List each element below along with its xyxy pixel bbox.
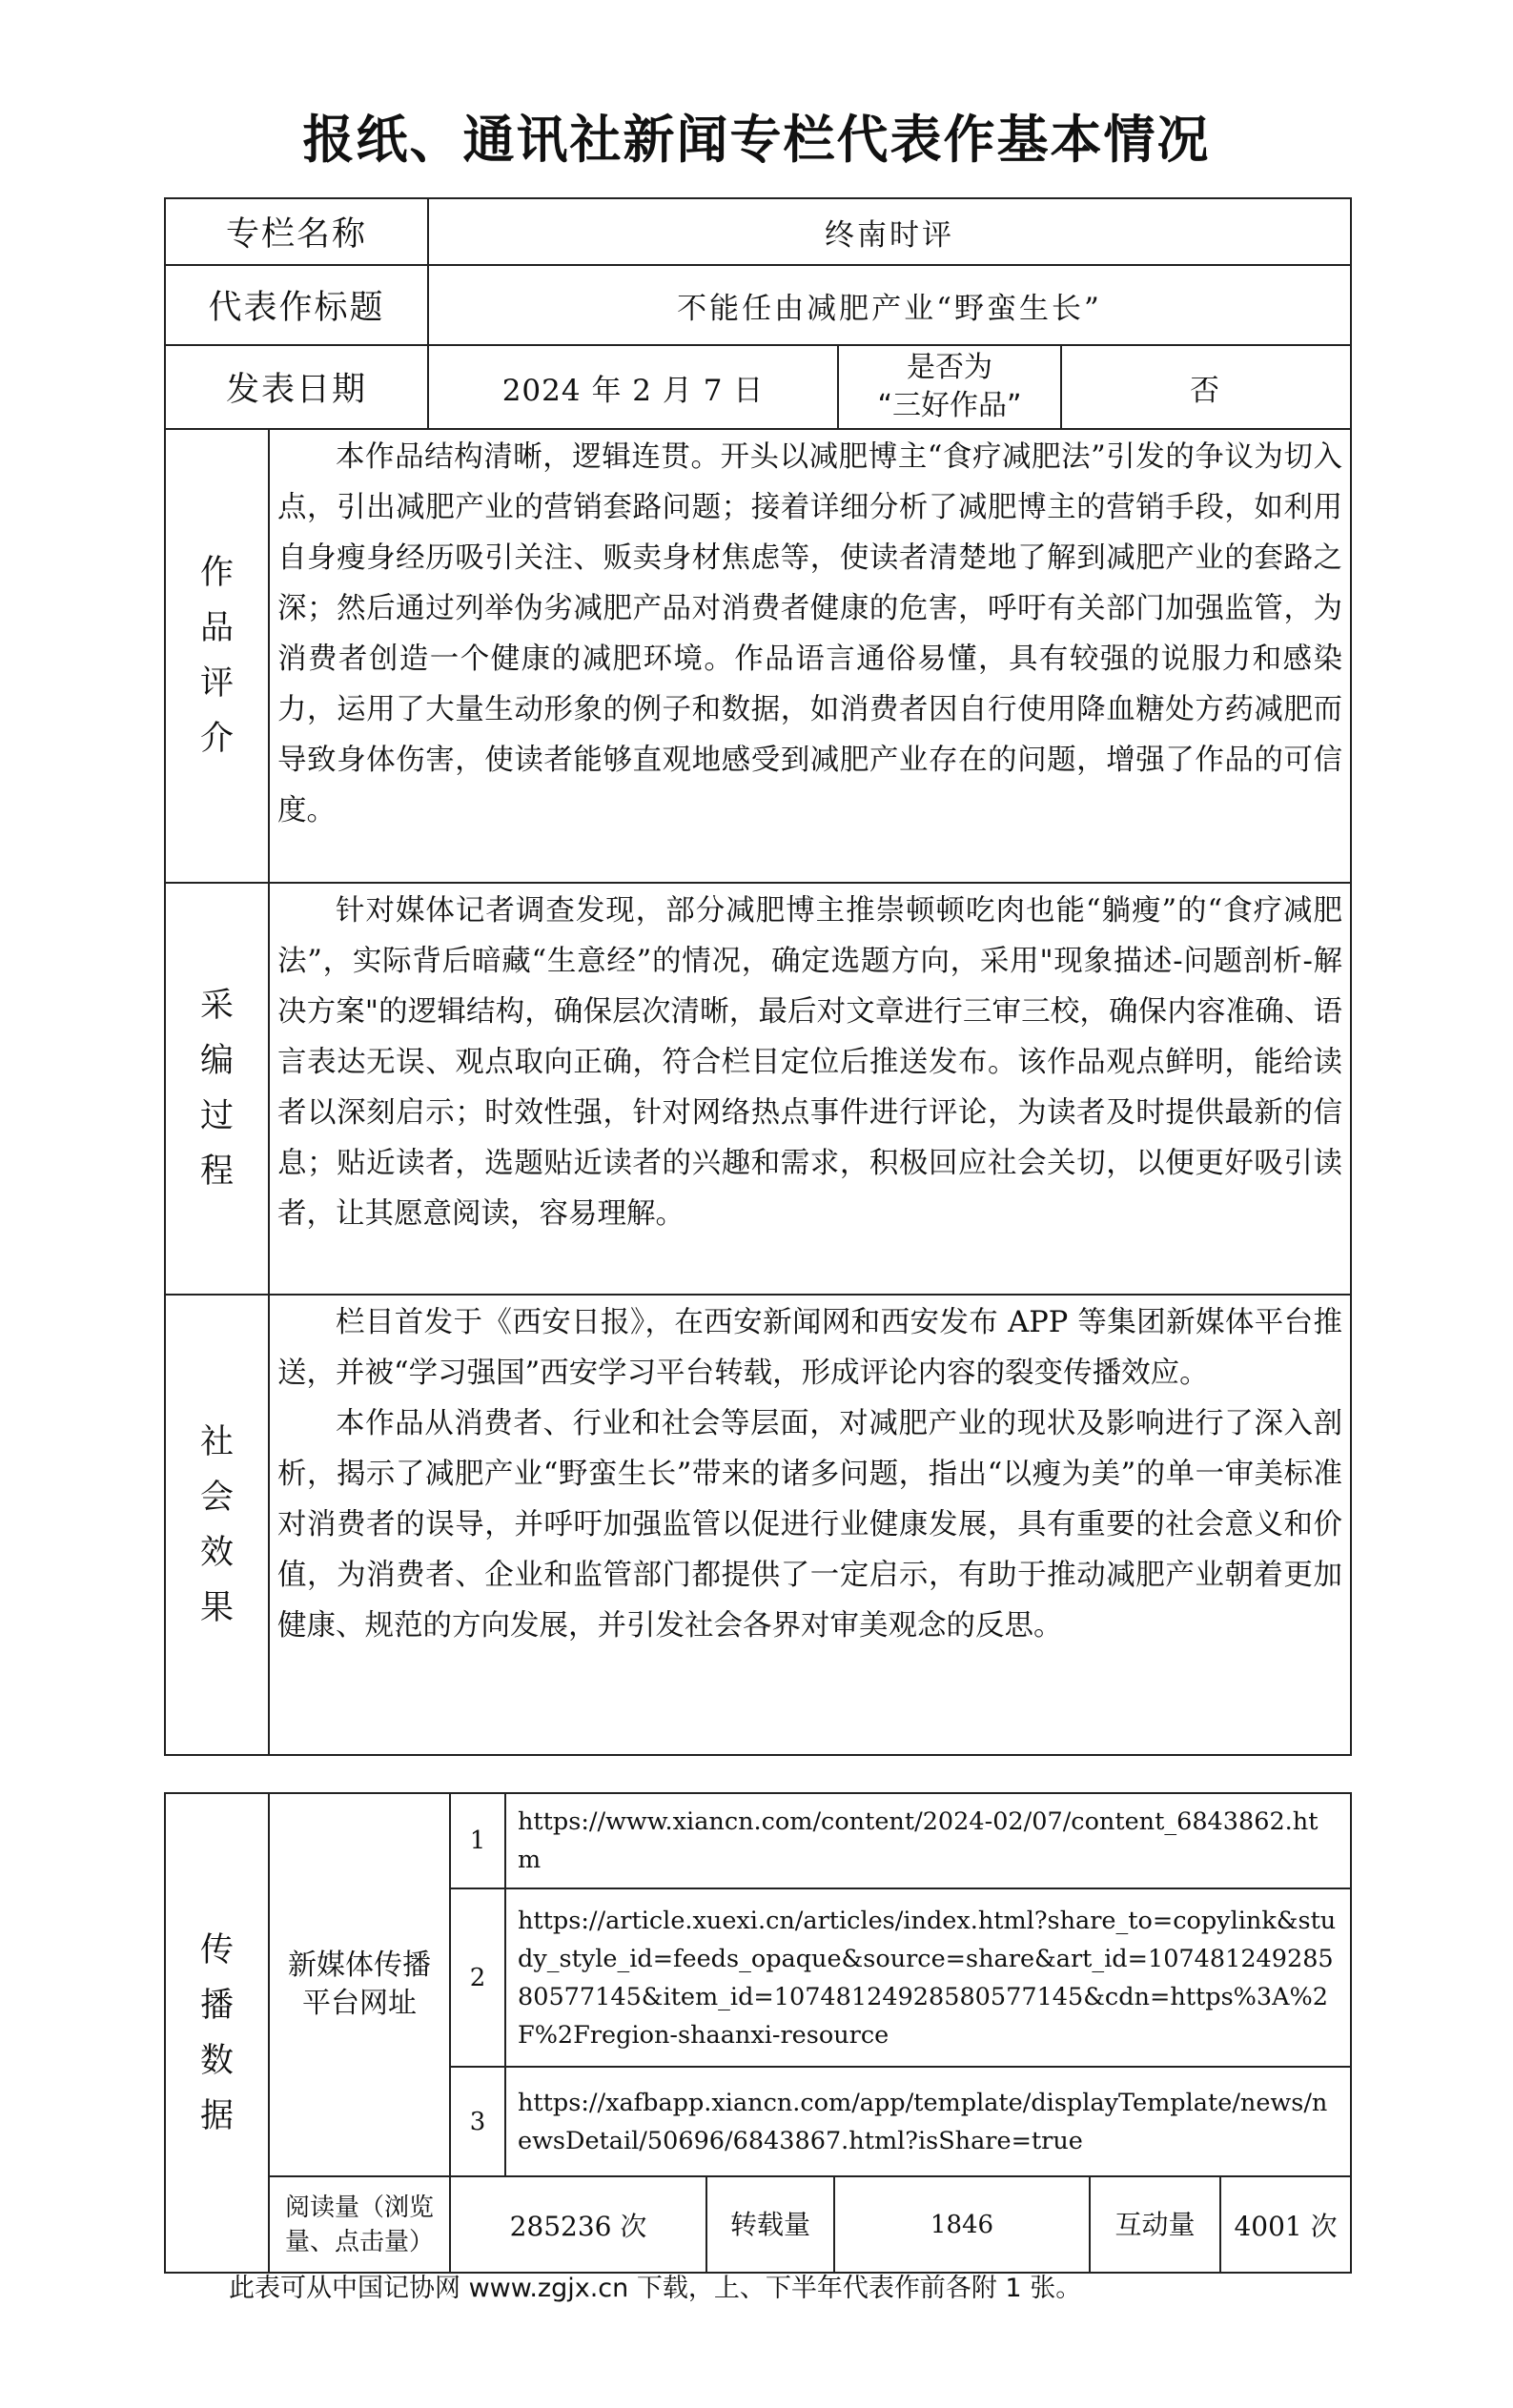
three-good-value: 否 [1061,345,1351,429]
process-label-char: 程 [199,1153,234,1191]
column-name-row [165,198,1351,265]
url-number: 2 [450,1888,505,2067]
three-good-label [838,345,1061,429]
effect-row [165,1295,1351,1755]
column-name-label: 专栏名称 [165,198,428,265]
url-link[interactable]: https://www.xiancn.com/content/2024-02/07/content_6843862.htm [505,1793,1351,1888]
interactions-label: 互动量 [1090,2176,1220,2273]
stats-row [165,2176,1351,2273]
process-text: 针对媒体记者调查发现，部分减肥博主推崇顿顿吃肉也能“躺瘦”的“食疗减肥法”，实际背后暗藏“生意经”的情况，确定选题方向，采用"现象描述-问题剖析-解决方案"的逻辑结构，确保层次清晰，最后对文章进行三审三校，确保内容准确、语言表达无误、观点取向正确，符合栏目定位后推送发布。该作品观点鲜明，能给读者以深刻启示；时效性强，针对网络热点事件进行评论，为读者及时提供最新的信息；贴近读者，选题贴近读者的兴趣和需求，积极回应社会关切，以便更好吸引读者，让其愿意阅读，容易理解。 [277,894,1343,1231]
reads-label [269,2176,450,2273]
url-number: 3 [450,2067,505,2176]
reads-value: 285236 次 [450,2176,706,2273]
spread-label-char: 传 [199,1930,234,1969]
effect-label-char: 会 [199,1478,234,1517]
three-good-label-line1: 是否为 [907,351,993,384]
review-label [165,429,269,883]
effect-label-char: 效 [199,1533,234,1572]
spread-label-char: 播 [199,1986,234,2025]
url-number: 1 [450,1793,505,1888]
work-title-row [165,265,1351,345]
process-label-char: 编 [199,1042,234,1080]
review-text: 本作品结构清晰，逻辑连贯。开头以减肥博主“食疗减肥法”引发的争议为切入点，引出减肥产业的营销套路问题；接着详细分析了减肥博主的营销手段，如利用自身瘦身经历吸引关注、贩卖身材焦虑等，使读者清楚地了解到减肥产业的套路之深；然后通过列举伪劣减肥产品对消费者健康的危害，呼吁有关部门加强监管，为消费者创造一个健康的减肥环境。作品语言通俗易懂，具有较强的说服力和感染力，运用了大量生动形象的例子和数据，如消费者因自行使用降血糖处方药减肥而导致身体伤害，使读者能够直观地感受到减肥产业存在的问题，增强了作品的可信度。 [277,440,1343,827]
review-label-char: 品 [199,609,234,647]
review-label-char: 作 [199,554,234,592]
platform-label [269,1793,450,2176]
process-label-char: 采 [199,987,234,1025]
platform-label-line1: 新媒体传播 [288,1949,431,1982]
spread-label-char: 数 [199,2041,234,2080]
process-label-char: 过 [199,1097,234,1135]
url-link[interactable]: https://xafbapp.xiancn.com/app/template/displayTemplate/news/newsDetail/50696/6843867.html?isShare=true [505,2067,1351,2176]
effect-label-char: 果 [199,1588,234,1627]
review-text-cell [269,429,1351,883]
url-row-1 [165,1793,1351,1888]
date-row [165,345,1351,429]
footer-note: 此表可从中国记协网 www.zgjx.cn 下载，上、下半年代表作前各附 1 张。 [229,2274,1082,2303]
process-row [165,883,1351,1295]
spread-data-table [164,1792,1352,2274]
three-good-label-line2: “三好作品” [877,389,1022,422]
platform-label-line2: 平台网址 [302,1987,417,2020]
work-title-value: 不能任由减肥产业“野蛮生长” [428,265,1351,345]
effect-label [165,1295,269,1755]
url-link[interactable]: https://article.xuexi.cn/articles/index.html?share_to=copylink&study_style_id=feeds_opaque&source=share&art_id=10748124928580577145&item_id=10748124928580577145&cdn=https%3A%2F%2Fregion-shaanxi-resource [505,1888,1351,2067]
work-info-table [164,197,1352,1756]
date-label: 发表日期 [165,345,428,429]
effect-paragraph-2: 本作品从消费者、行业和社会等层面，对减肥产业的现状及影响进行了深入剖析，揭示了减肥产业“野蛮生长”带来的诸多问题，指出“以瘦为美”的单一审美标准对消费者的误导，并呼吁加强监管以促进行业健康发展，具有重要的社会意义和价值，为消费者、企业和监管部门都提供了一定启示，有助于推动减肥产业朝着更加健康、规范的方向发展，并引发社会各界对审美观念的反思。 [277,1407,1343,1643]
interactions-value: 4001 次 [1220,2176,1351,2273]
process-label [165,883,269,1295]
review-label-char: 介 [199,720,234,758]
date-value: 2024 年 2 月 7 日 [428,345,838,429]
effect-label-char: 社 [199,1422,234,1461]
reads-label-line1: 阅读量（浏览 [284,2193,434,2222]
effect-text-cell [269,1295,1351,1755]
process-text-cell [269,883,1351,1295]
reads-label-line2: 量、点击量） [284,2227,434,2256]
column-name-value: 终南时评 [428,198,1351,265]
work-title-label: 代表作标题 [165,265,428,345]
spread-label-char: 据 [199,2096,234,2135]
reposts-value: 1846 [834,2176,1090,2273]
reposts-label: 转载量 [706,2176,834,2273]
effect-paragraph-1: 栏目首发于《西安日报》，在西安新闻网和西安发布 APP 等集团新媒体平台推送，并被“学习强国”西安学习平台转载，形成评论内容的裂变传播效应。 [277,1306,1343,1390]
review-label-char: 评 [199,664,234,703]
review-row [165,429,1351,883]
page-title: 报纸、通讯社新闻专栏代表作基本情况 [302,110,1211,170]
spread-label [165,1793,269,2273]
